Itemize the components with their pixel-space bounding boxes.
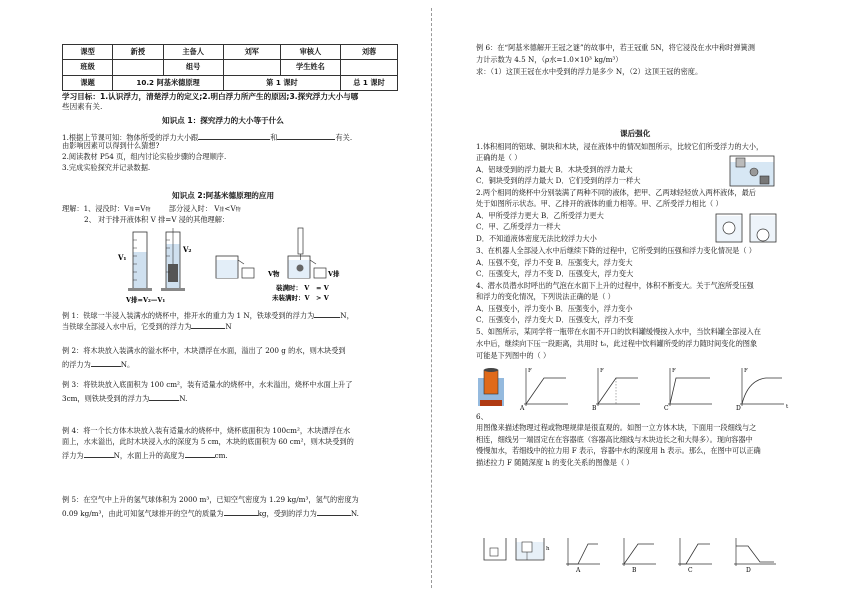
q6-figure [476,534,796,574]
cylinder-1 [128,232,152,291]
example-6-line1: 例 6：在“阿基米德解开王冠之谜”的故事中，若王冠重 5N，将它浸没在水中称时弹簧测 [476,43,755,52]
vwu-label: V物 [268,270,280,278]
example-3-line1: 例 3：将铁块放入底面积为 100 cm²，装有适量水的烧杯中，水未溢出，烧杯中水面上升了 [62,380,353,389]
spring-scale [298,228,303,262]
q2-line3: A．甲所受浮力更大 B．乙所受浮力更大 [476,211,604,220]
example-2-line1: 例 2：将木块放入装满水的溢水杯中，木块漂浮在水面，溢出了 200 g 的水，则木块受到 [62,346,346,355]
lesson-header-table [62,44,398,91]
q6-line5: 描述拉力 F 随随深度 h 的变化关系的图像是（ ） [476,458,634,467]
cell-label: 课型 [63,45,113,60]
q4-line4: C．压强变小，浮力变大 D．压强变大，浮力不变 [476,315,634,324]
example-5-line2: 0.09 kg/m³，由此可知氢气球排开的空气的质量为 kg，受到的浮力为 N. [62,509,359,518]
example-4-line1: 例 4：将一个长方体木块放入装有适量水的烧杯中，烧杯底面积为 100cm²，木块漂浮在水 [62,426,351,435]
q6-graph-b [622,538,656,574]
learning-goal-cont: 些因素有关. [62,102,103,111]
q2-figure [712,210,780,246]
cell-label: 主备人 [163,45,223,60]
cell-value [341,60,398,75]
cell-value: 新授 [113,45,163,60]
kp1-line1: 1.根据上节课可知：物体所受的浮力大小跟 和 有关. [62,133,353,142]
example-6-line2: 力计示数为 4.5 N，（ρ水=1.0×10³ kg/m³） [476,55,623,64]
displacement-figure [108,226,338,306]
q6-graph-d [734,538,776,574]
kp1-line3: 2.阅读教材 P54 页，组内讨论实验步骤的合理顺序. [62,152,227,161]
opt-c: C [688,567,693,574]
cell-value: 刘军 [223,45,280,60]
axis-f: F [744,368,748,374]
cell-value [223,60,280,75]
cylinder-2 [161,228,185,291]
opt-b: B [632,567,637,574]
example-5-line1: 例 5：在空气中上升的氢气球体积为 2000 m³，已知空气密度为 1.29 kg/m³，氢气的密度为 [62,495,359,504]
cell-value [113,60,163,75]
q5-line3: 可能是下列图中的（ ） [476,351,551,360]
q5-line2: 水中后，继续向下压一段距离，共用时 t₀，此过程中饮料罐所受的浮力随时间变化的图象 [476,339,758,348]
q6-container [484,538,550,560]
overflow-cup-1 [216,256,254,278]
cell-label: 学生姓名 [280,60,340,75]
q4-line1: 4、潜水员潜水时呼出的气泡在水面下上升的过程中，体积不断变大。关于气泡所受压强 [476,281,754,290]
full-cond-b: = V [316,284,329,292]
cell-value: 刘蓉 [341,45,398,60]
kp1-line2: 由影响因素可以得到什么猜想? [62,141,160,150]
q1-line1: 1.体积相同的铝球、铜块和木块，浸在液体中的情况如图所示，比较它们所受浮力的大小， [476,142,764,151]
understand-1: 理解：1、浸没时：V排=V物 部分浸入时： V排<V物 [62,204,241,213]
q2-line5: D．不知道液体密度无法比较浮力大小 [476,234,597,243]
q6-graph-c [678,538,712,574]
example-3-line2: 3cm，则铁块受到的浮力为 N. [62,394,188,403]
axis-f: F [528,368,532,374]
q2-line2: 处于如图所示状态。甲、乙排开的液体的重力相等。甲、乙所受浮力相比（ ） [476,199,723,208]
q4-line2: 和浮力的变化情况，下列说法正确的是（ ） [476,292,615,301]
example-2-line2: 的浮力为 N。 [62,360,135,369]
cell-label: 班级 [63,60,113,75]
example-4-line2: 面上，水未溢出，此时木块浸入水的深度为 5 cm，木块的底面积为 60 cm²，则木块受到的 [62,437,354,446]
axis-f: F [672,368,676,374]
axis-t: t [786,404,789,410]
q5-graph-d [736,368,789,412]
cell-value: 第 1 课时 [223,75,340,90]
kp1-title: 知识点 1：探究浮力的大小等于什么 [162,116,284,125]
example-1-line2: 当铁球全部浸入水中后，它受到的浮力为 N [62,322,232,331]
q6-line2: 用图像来描述物理过程或物理规律是很直观的。如图一立方体木块，下面用一段细线与之 [476,423,757,432]
example-1-line1: 例 1：铁球一半浸入装满水的烧杯中，排开水的重力为 1 N，铁球受到的浮力为 N， [62,311,354,320]
overflow-cup-2 [288,256,326,278]
cell-value: 总 1 课时 [341,75,398,90]
opt-a: A [520,405,525,412]
opt-d: D [746,567,751,574]
kp2-title: 知识点 2:阿基米德原理的应用 [172,191,275,200]
q1-line2: 正确的是（ ） [476,153,522,162]
q6-line3: 相连，细线另一端固定在在容器底（容器高比细线与木块边长之和大得多）。现向容器中 [476,435,753,444]
q2-line1: 2.两个相同的烧杯中分别装满了两种不同的液体，把甲、乙两球轻轻放入两杯液体，最后 [476,188,756,197]
q3-line3: C．压强变大，浮力不变 D．压强变大，浮力变大 [476,269,634,278]
understand-2: 2、 对于排开液体积 V 排=V 浸的其他理解： [84,215,230,224]
q1-line3: A．铝球受到的浮力最大 B．木块受到的浮力最大 [476,165,633,174]
q6-graph-a [566,538,600,574]
q2-line4: C．甲、乙所受浮力一样大 [476,222,561,231]
q5-line1: 5、如图所示，某同学将一瓶带在水面不开口的饮料罐缓慢按入水中，当饮料罐全部浸入在 [476,327,761,336]
q4-line3: A．压强变小，浮力变小 B．压强变小，浮力变小 [476,304,633,313]
cell-value: 10.2 阿基米德原理 [113,75,224,90]
cell-label: 课题 [63,75,113,90]
q5-graph-a [519,368,568,412]
q6-line1: 6、 [476,412,488,421]
after-class-title: 课后强化 [620,129,651,138]
cylinder-caption: V排=V₂—V₁ [126,296,166,304]
example-6-line3: 求：（1）这顶王冠在水中受到的浮力是多少 N，（2）这顶王冠的密度。 [476,67,703,76]
q6-line4: 慢慢加水，若细线中的拉力用 F 表示，容器中水的深度用 h 表示。那么，在图中可以正确 [476,446,761,455]
notfull-cond-b: > V [316,294,329,302]
v1-label: V₁ [118,253,127,262]
depth-h-label: h [546,546,550,552]
kp1-line4: 3.完成实验探究并记录数据. [62,163,151,172]
cell-label: 审核人 [280,45,340,60]
opt-c: C [664,405,669,412]
learning-goal: 学习目标：1.认识浮力，清楚浮力的定义;2.明白浮力所产生的原因;3.探究浮力大小与哪 [62,92,359,101]
axis-f: F [600,368,604,374]
notfull-cond-a: 未装满时：V [272,294,310,302]
full-cond-a: 装满时： V [276,284,310,292]
q5-figure [476,364,796,410]
q1-figure [728,152,778,188]
q5-graph-b [592,368,640,412]
opt-a: A [576,567,581,574]
q5-graph-c [664,368,712,412]
q3-line1: 3、在机器人全部浸入水中后继续下降的过程中，它所受到的压强和浮力变化情况是（ ） [476,246,756,255]
v2-label: V₂ [183,245,192,254]
vpai-label: V排 [328,270,340,278]
drink-can-beaker [478,368,504,406]
q3-line2: A．压强不变，浮力不变 B．压强变大，浮力变大 [476,258,633,267]
q1-line4: C．铜块受到的浮力最大 D．它们受到的浮力一样大 [476,176,641,185]
example-4-line3: 浮力为 N，水面上升的高度为 cm. [62,451,228,460]
column-divider [431,8,432,588]
cell-label: 组号 [163,60,223,75]
opt-d: D [736,405,741,412]
opt-b: B [592,405,597,412]
